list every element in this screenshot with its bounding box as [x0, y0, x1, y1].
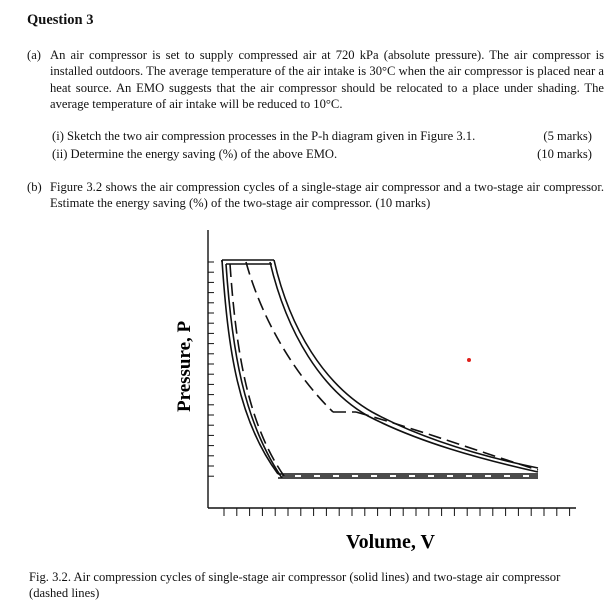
part-b — [27, 179, 604, 212]
part-a-text: An air compressor is set to supply compressed air at 720 kPa (absolute pressure). The air compressor is installed outdoors. The average temperature of the air intake is 30°C when the air compressor is placed near a heat source. An EMO suggests that the air compressor should be relocated to a place under shading. The average temperature of air intake will be reduced to 10°C. — [50, 48, 604, 111]
sub-item-i-label: (i) — [52, 129, 64, 143]
part-a — [27, 47, 604, 112]
y-axis-label: Pressure, P — [174, 320, 195, 412]
sub-item-ii-marks: (10 marks) — [537, 147, 592, 161]
single-stage-compression-curve — [274, 260, 538, 468]
two-stage-cycle — [230, 262, 538, 476]
single-stage-compression-curve-inner — [270, 262, 538, 472]
part-b-text: Figure 3.2 shows the air compression cycles of a single-stage air compressor and a two-stage air compressor. Estimate the energy saving (%) of the two-stage air compressor. — [50, 180, 604, 211]
question-title: Question 3 — [27, 12, 94, 28]
red-marker-dot — [467, 358, 471, 362]
part-b-marks: (10 marks) — [375, 196, 431, 211]
two-stage-expansion-curve — [230, 264, 284, 476]
x-ticks — [224, 508, 570, 516]
sub-item-i-marks: (5 marks) — [543, 129, 592, 143]
sub-item-ii-text: Determine the energy saving (%) of the above EMO. — [70, 147, 338, 161]
part-b-text-wrap — [50, 179, 604, 212]
y-ticks — [208, 262, 214, 476]
two-stage-first-compression — [246, 262, 333, 412]
single-stage-cycle — [222, 260, 538, 478]
part-a-label: (a) — [27, 48, 41, 62]
axes — [208, 230, 576, 508]
single-stage-expansion-curve-inner — [226, 264, 282, 478]
sub-item-i — [52, 128, 592, 144]
sub-item-ii — [52, 146, 592, 162]
x-axis-label: Volume, V — [346, 531, 435, 553]
part-b-label: (b) — [27, 180, 42, 194]
single-stage-expansion-curve — [222, 260, 278, 474]
two-stage-second-compression — [356, 412, 538, 470]
sub-item-i-text: Sketch the two air compression processes in the P-h diagram given in Figure 3.1. — [67, 129, 476, 143]
figure-caption: Fig. 3.2. Air compression cycles of single-stage air compressor (solid lines) and two-stage air compressor (dashed lines) — [29, 570, 561, 600]
sub-item-ii-label: (ii) — [52, 147, 68, 161]
